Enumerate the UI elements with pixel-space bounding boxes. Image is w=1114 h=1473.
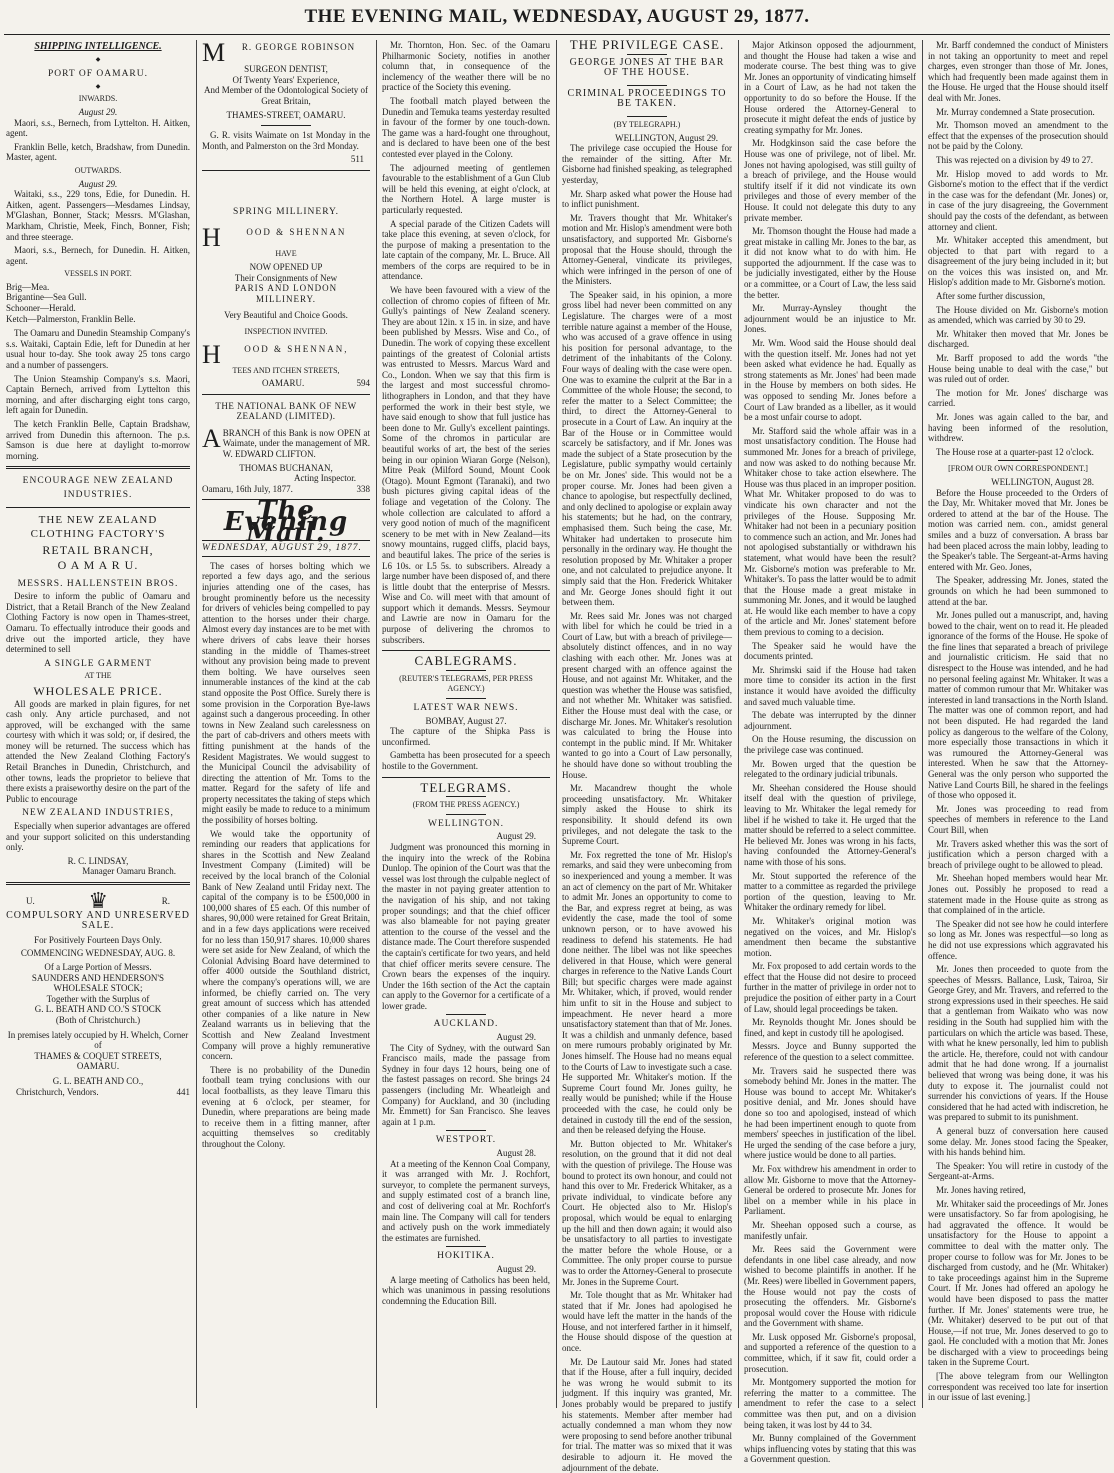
short-divider bbox=[446, 1246, 486, 1247]
outwards-heading: OUTWARDS. bbox=[74, 165, 122, 175]
by-telegraph: (BY TELEGRAPH.) bbox=[613, 119, 681, 129]
issue-date: WEDNESDAY, AUGUST 29, 1877. bbox=[202, 540, 370, 557]
news-paragraph: A special parade of the Citizen Cadets will take place this evening, at seven o'clock, for the purpose of making a presentation to the late captain of the company, Mr. L. Bruce. All members of the corps are required to be in attendance. bbox=[382, 218, 550, 282]
article-paragraph: Mr. Montgomery supported the motion for referring the matter to a committee. The amendment to refer the case to a select committee was then put, and on a division being taken, it was lost by 44 to 34. bbox=[744, 1377, 916, 1430]
masthead-rule bbox=[4, 34, 1110, 35]
gl-beath-stock: G. L. BEATH AND CO.'S STOCK bbox=[34, 1004, 162, 1015]
signature-name: R. C. LINDSAY, bbox=[67, 855, 129, 866]
shipping-entry: Waitaki, s.s., 229 tons, Edie, for Dunedin. H. Aitken, agent. Passengers—Mesdames Lindsay, M'Glashan, Bonner, Stack; Messrs. M'Glashan, Markham, Christie, Meek, Finch, Bonner, Fish; and three steerage. bbox=[6, 189, 190, 242]
press-agency-line: (FROM THE PRESS AGENCY.) bbox=[412, 800, 520, 810]
short-divider bbox=[261, 125, 311, 126]
article-paragraph: Mr. Stout supported the reference of the matter to a committee as regarded the privilege portion of the question, leaving to Mr. Whitaker the ordinary remedy for libel. bbox=[744, 870, 916, 913]
experience: Of Twenty Years' Experience, bbox=[232, 74, 340, 85]
inspection-invited: INSPECTION INVITED. bbox=[244, 326, 328, 336]
hallenstein-heading: MESSRS. HALLENSTEIN BROS. bbox=[17, 578, 179, 589]
cable-item: The capture of the Shipka Pass is unconfirmed. bbox=[382, 726, 550, 747]
ur-right: R. bbox=[161, 896, 170, 906]
news-paragraph: Mr. Thornton, Hon. Sec. of the Oamaru Philharmonic Society, notifies in another column that, in consequence of the inclemency of the weather there will be no practice of the Society this evening. bbox=[382, 40, 550, 93]
dateline: WELLINGTON, August 29. bbox=[615, 132, 718, 143]
cablegrams-heading: CABLEGRAMS. bbox=[414, 653, 518, 669]
short-divider bbox=[627, 54, 667, 55]
divider bbox=[202, 170, 370, 171]
hokitika-heading: HOKITIKA. bbox=[437, 1251, 495, 1262]
column-ads-editorial bbox=[202, 40, 370, 1408]
column-local-news bbox=[382, 40, 550, 1408]
article-paragraph: Mr. Bunny complained of the Government whips influencing votes by stating that this was a Government question. bbox=[744, 1433, 916, 1465]
article-paragraph: Mr. Travers said he suspected there was somebody behind Mr. Jones in the matter. The House was bound to accept Mr. Whitaker's positive denial, and Mr. Jones should have done so too and apologised, instead of which he had been impertinent enough to quote from members' speeches in justification of the libel. He urged the sending of the case before a jury, where justice would be done to all parties. bbox=[744, 1065, 916, 1161]
column-privilege-case bbox=[562, 37, 732, 1473]
shipping-note: The Oamaru and Dunedin Steamship Company's s.s. Waitaki, Captain Edie, left for Dunedin at her usual hour to-day. She took away 25 tons cargo and a number of passengers. bbox=[6, 328, 190, 371]
shipping-heading: SHIPPING INTELLIGENCE. bbox=[34, 41, 162, 52]
article-paragraph: Mr. Jones then proceeded to quote from the speeches of Messrs. Ballance, Lusk, Tairoa, Sir George Grey, and Mr. Travers, and referred to the strong expressions used in their speeches. He said that a gentleman from Waikato who was now residing in the South had supplied him with the particulars on which the article was based. These, with what he knew personally, led him to publish the article. He, therefore, could not with candour admit that he had done wrong. If a journalist believed that wrong was being done, it was his duty to expose it. The journalist could not surrender his convictions of years. If the House considered that he had acted with indiscretion, he was prepared to submit to its punishment. bbox=[928, 964, 1108, 1123]
divider bbox=[6, 466, 190, 469]
dateline: August 29. bbox=[496, 1032, 536, 1043]
bank-notice: BRANCH of this Bank is now OPEN at Waimate, under the management of MR. W. EDWARD CLIFTON. bbox=[222, 427, 370, 460]
acting-inspector: Acting Inspector. bbox=[294, 473, 356, 484]
article-paragraph: Mr. Whitaker's original motion was negatived on the voices, and Mr. Hislop's amendment then became the substantive motion. bbox=[744, 915, 916, 958]
article-paragraph: Mr. Shrimski said if the House had taken more time to consider its action in the first instance it would have avoided the difficulty and saved much valuable time. bbox=[744, 664, 916, 707]
short-divider bbox=[446, 670, 486, 671]
compulsory-sale: COMPULSORY AND UNRESERVED SALE. bbox=[6, 909, 190, 932]
visits-text: G. R. visits Waimate on 1st Monday in the Month, and Palmerston on the 3rd Monday. bbox=[202, 129, 370, 151]
article-paragraph: This was rejected on a division by 49 to 27. bbox=[936, 154, 1093, 165]
article-paragraph: Mr. Fox withdrew his amendment in order to allow Mr. Gisborne to move that the Attorney-General be ordered to prosecute Mr. Jones for libel on a member while in his place in Parliament. bbox=[744, 1163, 916, 1217]
article-paragraph: Before the House proceeded to the Orders of the Day, Mr. Whitaker moved that Mr. Jones be ordered to attend at the bar of the House. The motion was carried nem. con., amidst general smiles and a buzz of conversation. A brass bar had been placed across the main lobby, leading to the Speaker's table. The Sergeant-at-Arms having entered with Mr. Geo. Jones, bbox=[928, 487, 1108, 572]
buchanan: THOMAS BUCHANAN, bbox=[239, 462, 333, 473]
article-paragraph: Mr. Jones pulled out a manuscript, and, having bowed to the chair, went on to read it. He pleaded ignorance of the forms of the House. He spoke of the fine lines that separated a breach of privilege and journalistic criticism. He said that no disrespect to the House was intended, and he had no personal feeling against Mr. Whitaker. It was a matter of common rumour that Mr. Whitaker was interested in land transactions in the North Island. The matter was one of common report, and had not been disputed. He had regarded the land policy as dangerous to the welfare of the Colony, more especially those transactions in which it was rumoured the Attorney-General was interested. When he saw that the Attorney-General was the only person who supported the Native Land Courts Bill, he shared in the feelings of those who opposed it. bbox=[928, 610, 1108, 801]
shipping-entry: Maori, s.s., Bernech, from Lyttelton. H. Aitken, agent. bbox=[6, 117, 190, 139]
article-paragraph: Mr. Murray condemned a State prosecution. bbox=[936, 106, 1095, 117]
member-society: And Member of the Odontological Society of Great Britain, bbox=[204, 85, 368, 106]
hood-shennan: OOD & SHENNAN bbox=[246, 227, 347, 238]
article-paragraph: Major Atkinson opposed the adjournment, and thought the House had taken a wise and moderate course. The best thing was to give Mr. Jones an opportunity of vindicating himself in a Court of Law, as he had not taken the opportunity to do so before the House. If the House ordered the Attorney-General to prosecute it might defeat the ends of justice by creating sympathy for Mr. Jones. bbox=[744, 40, 916, 135]
thames-coquet: THAMES & COQUET STREETS, bbox=[34, 1050, 162, 1061]
ornament-icon: ◆ bbox=[95, 56, 101, 63]
article-paragraph: Mr. Fox regretted the tone of Mr. Hislop's remarks, and said they were unbecoming from so inexperienced and young a member. It was an act of clemency on the part of Mr. Whitaker to admit Mr. Jones an opportunity to come to the Bar, and express regret at being, as was evidently the case, made the tool of some unknown person, or to have avowed his readiness to defend his statements. He had done neither. The libel was not like speeches delivered in that House, which were general charges in reference to the Native Lands Court Bill; but specific charges were made against Mr. Whitaker, which, if proved, would render him unfit to sit in the House and subject to impeachment. He never heard a more unsatisfactory statement than that of Mr. Jones. It was a childish and unmanly defence, based on mere rumours probably originated by Mr. Jones himself. The House had no means equal to the Courts of Law to investigate such a case. He supported Mr. Whitaker's motion. If the Supreme Court found Mr. Jones guilty, he really would be punished; while if the House proceeded with the case, he could only be detained in custody till the end of the session, and then be released defying the House. bbox=[562, 849, 732, 1136]
article-paragraph: The Speaker said, in his opinion, a more gross libel had never been committed on any Legislature. The charges were of a most terrible nature against a member of the House, who was accused of a grave offence in using his position for personal advantage, to the detriment of the inhabitants of the Colony. Four ways of dealing with the case were open. One was to examine the culprit at the Bar in a Committee of the whole House; the second, to refer the matter to a Select Committee; the third, to direct the Attorney-General to prosecute in a Court of Law. An inquiry at the Bar of the House or in Committee would scarcely be satisfactory, and if Mr. Jones was made the subject of a State prosecution by the Legislature, public sympathy would certainly be on Mr. Jones' side. This would not be a proper course. Mr. Jones had been given a chance to apologise, but respectfully declined, and only declined to apologise or explain away his statements; but he had, on the contrary, emphasised them. Such being the case, Mr. Whitaker had undertaken to prosecute him personally in the ordinary way. He thought the resolution proposed by Mr. Whitaker a proper one, and not calculated to prejudice anyone. It simply said that the Hon. Frederick Whitaker and Mr. George Jones should fight it out between them. bbox=[562, 289, 732, 608]
commencing: COMMENCING WEDNESDAY, AUG. 8. bbox=[20, 948, 176, 959]
divider bbox=[382, 777, 550, 778]
ur-left: U. bbox=[26, 896, 35, 906]
article-paragraph: Mr. Lusk opposed Mr. Gisborne's proposal, and supported a reference of the question to a committee, which, if it saw fit, could order a prosecution. bbox=[744, 1331, 916, 1374]
millinery: MILLINERY. bbox=[255, 293, 317, 304]
article-paragraph: The motion for Mr. Jones' discharge was carried. bbox=[928, 387, 1108, 409]
vessel-line: Brig—Mea. bbox=[6, 281, 50, 292]
ad-text: All goods are marked in plain figures, for net cash only. Any article purchased, and not approved, will be exchanged with the same courtesy with which it was sold; or, if desired, the money will be returned. The success which has attended the New Zealand Clothing Factory's Retail Branches in Dunedin, Christchurch, and other towns, leads the proprietor to believe that there exists a praiseworthy desire on the part of the Public to encourage bbox=[6, 698, 190, 804]
article-paragraph: Mr. Barff proposed to add the words "the House being unable to deal with the case," but was ruled out of order. bbox=[928, 353, 1108, 385]
single-garment: A SINGLE GARMENT bbox=[44, 658, 152, 669]
column-rule bbox=[196, 40, 197, 1408]
news-paragraph: We have been favoured with a view of the collection of chromo copies of fifteen of Mr. Gully's paintings of New Zealand scenery. They are about 12in. x 15 in. in size, and have been published by Messrs. Wise and Co., of Dunedin. The work of copying these excellent paintings of the greatest of Colonial artists was entrusted to Messrs. Marcus Ward and Co., London. When we say that this firm is the largest and most successful chromo-lithographers in London, and that they have performed the work in their best style, we have said enough to show that full justice has been done to Mr. Gully's excellent paintings. Some of the chromos in particular are beautiful works of art, the best of the series being in our opinion Wiaran Gorge (Nelson), Mitre Peak (Milford Sound, Mount Cook (Otago). Mount Egmont (Taranaki), and two bush pictures giving capital ideas of the foliage and vegetation of the Colony. The whole collection are calculated to afford a very good notion of much of the magnificent scenery to be met with in New Zealand—its snowy mountains, rugged cliffs, placid bays, and beautiful lakes. The price of the series is L6 10s. or L5 5s. to subscribers. Already a large number have been disposed of, and there is little doubt that the enterprise of Messrs. Wise and Co. will meet with that amount of support which it demands. Messrs. Seymour and Lawrie are now in Oamaru for the purpose of delivering the chromos to subscribers. bbox=[382, 285, 550, 645]
surgeon-dentist: SURGEON DENTIST, bbox=[244, 64, 328, 74]
of-christchurch: (Both of Christchurch.) bbox=[55, 1014, 141, 1025]
ad-number: 594 bbox=[356, 378, 370, 389]
shipping-note: The ketch Franklin Belle, Captain Bradshaw, arrived from Dunedin this afternoon. The p.s. Samson is due here at daylight to-morrow morning. bbox=[6, 419, 190, 461]
robinson-name: R. GEORGE ROBINSON bbox=[241, 42, 356, 52]
dropcap: A bbox=[202, 423, 221, 453]
clothing-factory-heading: THE NEW ZEALAND CLOTHING FACTORY'S bbox=[30, 514, 166, 541]
dateline: August 29. bbox=[496, 1263, 536, 1274]
article-paragraph: Mr. Fox proposed to add certain words to the effect that the House did not desire to proceed further in the matter of privilege in order not to prejudice the position of either party in a Court of Law, should legal proceedings be taken. bbox=[744, 961, 916, 1014]
telegram-item: A large meeting of Catholics has been held, which was unanimous in passing resolutions condemning the Education Bill. bbox=[382, 1274, 550, 1306]
at-the: AT THE bbox=[84, 671, 112, 681]
have: HAVE bbox=[275, 249, 297, 259]
shipping-entry: Maori, s.s., Bernech, for Dunedin. H. Aitken, agent. bbox=[6, 245, 190, 266]
article-paragraph: After some further discussion, bbox=[936, 291, 1045, 302]
column-privilege-end bbox=[928, 40, 1108, 1408]
article-paragraph: The privilege case occupied the House for the remainder of the sitting. After Mr. Gisborne had finished speaking, as telegraphed yesterday, bbox=[562, 143, 732, 185]
telegram-item: The City of Sydney, with the outward San Francisco mails, made the passage from Sydney in four days 12 hours, being one of the fastest passages on record. She brings 24 passengers (including Mr. Wheatleigh and Company) for Auckland, and 30 (including Mr. Emmett) for San Francisco. She leaves again at 1 p.m. bbox=[382, 1042, 550, 1127]
article-paragraph: The House rose at a quarter-past 12 o'clock. bbox=[936, 446, 1094, 457]
column-rule bbox=[556, 40, 557, 1408]
short-divider bbox=[446, 1014, 486, 1015]
large-portion: Of a Large Portion of Messrs. bbox=[44, 961, 152, 972]
royal-crest-icon: ♛ bbox=[88, 888, 109, 913]
wholesale-stock: WHOLESALE STOCK; bbox=[53, 983, 143, 994]
article-paragraph: The Speaker did not see how he could interfere so long as Mr. Jones was respectful—so long as he did not use expressions which aggravated his offence. bbox=[928, 918, 1108, 961]
short-divider bbox=[998, 460, 1038, 461]
article-paragraph: Mr. Hodgkinson said the case before the House was one of privilege, not of libel. Mr. Jones not having apologised, was still guilty of a breach of privilege, and the House would stultify itself if it did not vindicate its own privileges and those of every member of the House. It could not delegate this duty to any private member. bbox=[744, 138, 916, 223]
article-paragraph: Mr. Whitaker said the proceedings of Mr. Jones were unsatisfactory. So far from apologising, he had aggravated the offence. It would be unsatisfactory for the House to appoint a committee to deal with the matter only. The proper course to follow was for Mr. Jones to be discharged from custody, and he (Mr. Whitaker) to take proceedings against him in the Supreme Court. If Mr. Jones had offered an apology he would have been disposed to pass the matter further. If Mr. Jones' statements were true, he (Mr. Whitaker) deserved to be put out of that House,—if not true, Mr. Jones deserved to go to gaol. He concluded with a motion that Mr. Jones be discharged with a view to proceedings being taken in the Supreme Court. bbox=[928, 1198, 1108, 1368]
article-paragraph: Mr. Murray-Aynsley thought the adjournment would be an injustice to Mr. Jones. bbox=[744, 303, 916, 335]
article-paragraph: The Speaker said he would have the documents printed. bbox=[744, 640, 916, 662]
shipping-entry: Franklin Belle, ketch, Bradshaw, from Dunedin. Master, agent. bbox=[6, 141, 190, 163]
dropcap: H bbox=[202, 223, 221, 253]
article-paragraph: Mr. Jones having retired, bbox=[936, 1184, 1026, 1195]
article-paragraph: Mr. Rees said the Government were defendants in one libel case already, and now wished to become plaintiffs in another. If he (Mr. Rees) were libelled in Government papers, the House would not pay the costs of prosecuting the offenders. Mr. Gisborne's proposal would cover the House with ridicule and the Government with shame. bbox=[744, 1244, 916, 1329]
ornament-icon: ◆ bbox=[95, 83, 101, 90]
nz-industries: NEW ZEALAND INDUSTRIES, bbox=[22, 808, 174, 819]
short-divider bbox=[627, 85, 667, 86]
evening-mail-masthead: The Evening Mail. bbox=[223, 496, 349, 548]
oamaru-heading: O A M A R U. bbox=[57, 557, 139, 572]
article-paragraph: Mr. Whitaker then moved that Mr. Jones be discharged. bbox=[928, 328, 1108, 350]
bank-footer bbox=[202, 484, 370, 495]
vessel-line: Schooner—Herald. bbox=[6, 303, 76, 314]
westport-heading: WESTPORT. bbox=[435, 1135, 497, 1146]
outwards-date: August 29. bbox=[78, 178, 118, 189]
hood-shennan: OOD & SHENNAN, bbox=[244, 343, 349, 354]
saunders: SAUNDERS AND HENDERSON'S bbox=[31, 972, 165, 983]
article-paragraph: Mr. Macandrew thought the whole proceeding unsatisfactory. Mr. Whitaker simply asked the House to shirk its responsibility. It should defend its own privileges, and not delegate the task to the Supreme Court. bbox=[562, 783, 732, 847]
tees-itchen: TEES AND ITCHEN STREETS, bbox=[232, 365, 340, 375]
national-bank: THE NATIONAL BANK OF NEW ZEALAND (LIMITED). bbox=[215, 400, 357, 422]
short-divider bbox=[627, 116, 667, 117]
editorial-paragraph: There is no probability of the Dunedin football team trying conclusions with our local footballists, as they leave Timaru this evening at 6 o'clock, per steamer, for Dunedin, where preparations are being made to receive them in a fitting manner, after acquitting themselves so creditably throughout the Colony. bbox=[202, 1064, 370, 1149]
article-paragraph: Mr. Thomson thought the House had made a great mistake in calling Mr. Jones to the bar, as it did not know what to do with him. He supported the adjournment. If the case was to be judicially investigated, either by the House or a committee, or a Court of Law, the less said the better. bbox=[744, 226, 916, 300]
article-paragraph: Mr. Stafford said the whole affair was in a most unsatisfactory condition. The House had summoned Mr. Jones for a breach of privilege, and now was asked to do nothing because Mr. Whitaker chose to take action elsewhere. The House was thus placed in an improper position. What Mr. Whitaker proposed to do was to vindicate his own character and not the privileges of the House. Supposing Mr. Whitaker had not been in a pecuniary position to commence such an action, and Mr. Jones had not apologised substantially or withdrawn his statement, what would have been the result? Mr. Gisborne's motion was preferable to Mr. Whitaker's. To pass the latter would be to admit that the House made a great mistake in summoning Mr. Jones, and it would be laughed at. He would like each member to have a copy of the article and Mr. Jones' statement before them previous to coming to a decision. bbox=[744, 425, 916, 638]
column-shipping-ads bbox=[6, 40, 190, 1408]
ad-number: 338 bbox=[356, 483, 370, 494]
wholesale-price: WHOLESALE PRICE. bbox=[33, 683, 163, 698]
bombay-date: BOMBAY, August 27. bbox=[425, 715, 507, 726]
dateline: August 29. bbox=[496, 831, 536, 842]
article-paragraph: Messrs. Joyce and Bunny supported the reference of the question to a select committee. bbox=[744, 1041, 916, 1063]
gl-beath-co: G. L. BEATH AND CO., bbox=[52, 1075, 144, 1086]
article-paragraph: Mr. Travers asked whether this was the sort of justification which a person charged with a breach of privilege ought to be allowed to plead. bbox=[928, 838, 1108, 870]
article-paragraph: The Speaker: You will retire in custody of the Sergeant-at-Arms. bbox=[928, 1160, 1108, 1182]
column-rule bbox=[738, 40, 739, 1408]
article-paragraph: Mr. Bowen urged that the question be relegated to the ordinary judicial tribunals. bbox=[744, 758, 916, 780]
column-rule bbox=[922, 40, 923, 1408]
shipping-note: The Union Steamship Company's s.s. Maori, Captain Bernech, arrived from Lyttelton this morning, and after discharging eight tons cargo, left again for Dunedin. bbox=[6, 373, 190, 416]
oamaru-line: OAMARU. bbox=[76, 1061, 120, 1072]
article-paragraph: Mr. Jones was proceeding to read from speeches of members in reference to the Land Court Bill, when bbox=[928, 803, 1108, 835]
thames-street: THAMES-STREET, OAMARU. bbox=[226, 110, 346, 121]
news-paragraph: The football match played between the Dunedin and Temuka teams yesterday resulted in favour of the former by one touch-down. The game was a hard-fought one throughout, and is declared to have been one of the best contested ever played in the Colony. bbox=[382, 95, 550, 159]
article-paragraph: Mr. Button objected to Mr. Whitaker's resolution, on the ground that it did not deal with the question of privilege. The House was bound to protect its own honour, and could not hand this over to Mr. Frederick Whitaker, as a private individual, to vindicate before any Court. He objected also to Mr. Hislop's proposal, which would be equal to enlarging up the hill and then down again; it would also be unsatisfactory to all parties to investigate the matter before the whole House, or a Committee. The only proper course to pursue was to order the Attorney-General to prosecute Mr. Jones in the Supreme Court. bbox=[562, 1138, 732, 1287]
encourage-heading: ENCOURAGE NEW ZEALAND INDUSTRIES. bbox=[22, 476, 174, 501]
article-paragraph: The House divided on Mr. Gisborne's motion as amended, which was carried by 30 to 29. bbox=[928, 304, 1108, 326]
article-paragraph: Mr. Rees said Mr. Jones was not charged with libel for which he could be tried in a Court of Law, but with a breach of privilege—absolutely distinct offences, and in no way clashing with each other. Mr. Jones was at present charged with an offence against the House, and not against Mr. Whitaker, and the question was whether the House was satisfied, and not whether Mr. Whitaker was satisfied. Either the House must deal with the case, or discharge Mr. Jones. Mr. Whitaker's resolution was calculated to bring the House into contempt in the public mind. If Mr. Whitaker wanted to go into a Court of Law personally, he should have done so without troubling the House. bbox=[562, 610, 732, 780]
spring-millinery: SPRING MILLINERY. bbox=[232, 206, 340, 217]
telegram-item: Judgment was pronounced this morning in the inquiry into the wreck of the Robina Dunlop. The opinion of the Court was that the vessel was lost through the culpable neglect of the master in not paying greater attention to the navigation of his ship, and not taking proper soundings; and that the chief officer was also blameable for not paying greater attention to the course of the vessel and the distance made. The Court therefore suspended the captain's certificate for two years, and held that chief officer merits severe censure. The Crown bears the expenses of the inquiry. Under the 16th section of the Act the captain can apply to the Governor for a certificate of a lower grade. bbox=[382, 841, 550, 1011]
telegrams-heading: TELEGRAMS. bbox=[420, 779, 512, 795]
article-paragraph: Mr. Tole thought that as Mr. Whitaker had stated that if Mr. Jones had apologised he would have left the matter in the hands of the House, and not interfered farther in it himself, the House should dispose of the question at once. bbox=[562, 1290, 732, 1354]
vessels-heading: VESSELS IN PORT. bbox=[64, 269, 132, 279]
article-paragraph: Mr. Wm. Wood said the House should deal with the question itself. Mr. Jones had not yet been asked what evidence he had. Equally as strong statements as Mr. Jones' had been made in the House by members on both sides. He was opposed to sending Mr. Jones before a Court of Law branded as a libeller, as it would be a most unfair course to adopt. bbox=[744, 338, 916, 423]
oamaru-text: OAMARU. bbox=[262, 378, 305, 389]
short-divider bbox=[446, 796, 486, 797]
consignments: Their Consignments of New bbox=[234, 272, 338, 283]
vendors-row bbox=[6, 1087, 190, 1098]
column-privilege-cont bbox=[744, 40, 916, 1465]
choice-goods: Very Beautiful and Choice Goods. bbox=[224, 310, 348, 321]
auckland-heading: AUCKLAND. bbox=[433, 1019, 499, 1030]
premises: In premises lately occupied by H. Whelch, Corner of bbox=[7, 1029, 189, 1051]
vessel-line: Brigantine—Sea Gull. bbox=[6, 292, 87, 303]
editorial-paragraph: We would take the opportunity of reminding our readers that applications for shares in the Scottish and New Zealand Investment Company (Limited) will be received by the local branch of the Colonial Bank of New Zealand until Friday next. The capital of the company is to be £500,000 in 100,000 shares of £5 each. Of this number of shares, 90,000 were retained for Great Britain, and in a few days applications were received for no less than 150,917 shares. 10,000 shares were set aside for New Zealand, of which the Colonial Advising Board have determined to offer 4000 outside the Southland district, where the company's operations will, we are informed, be chiefly carried on. The very great amount of success which has attended other companies of a like nature in New Zealand warrants us in believing that the Scottish and New Zealand Investment Company will prove a highly remunerative concern. bbox=[202, 828, 370, 1062]
ad-number: 441 bbox=[176, 1086, 190, 1097]
column-rule bbox=[376, 40, 377, 1408]
reuter-line: (REUTER'S TELEGRAMS, PER PRESS AGENCY.) bbox=[399, 673, 533, 694]
dateline: WELLINGTON, August 28. bbox=[991, 476, 1094, 487]
editorial-paragraph: The cases of horses bolting which we reported a few days ago, and the serious injuries attending one of the cases, has brought prominently before us the necessity for drivers of vehicles being compelled to pay attention to the horses under their charge. Almost every day instances are to be met with where drivers of cabs leave their horses standing in the middle of Thames-street without any provision being made to prevent them bolting. We have ourselves seen innumerable instances of the kind at the cab stand opposite the Post Office. Surely there is some provision in the Corporation Bye-laws against such a dangerous proceeding. In other towns in New Zealand such carelessness on the part of cab-drivers and others meets with fitting punishment at the hands of the Resident Magistrates. We would suggest to the Municipal Council the advisability of directing the attention of Mr. Toms to the matter. Regard for the safety of life and property necessitates the taking of steps which might easily be made to reduce to a minimum the possibility of horses bolting. bbox=[202, 560, 370, 826]
article-paragraph: Mr. De Lautour said Mr. Jones had stated that if the House, after a full inquiry, decided he was wrong he would submit to its judgment. If this inquiry was granted, Mr. Jones probably would be prepared to justify his statements. Member after member had actually condemned a man whom they now were proposing to send before another tribunal for trial. The matter was so mixed that it was desirable to adjourn it. He moved the adjournment of the debate. bbox=[562, 1356, 732, 1473]
article-paragraph: A general buzz of conversation here caused some delay. Mr. Jones stood facing the Speaker, with his hands behind him. bbox=[928, 1126, 1108, 1158]
bank-date: Oamaru, 16th July, 1877. bbox=[202, 483, 293, 494]
news-paragraph: The adjourned meeting of gentlemen favourable to the establishment of a Gun Club will be held this evening, at eight o'clock, at the Northern Hotel. A large muster is particularly requested. bbox=[382, 162, 550, 215]
article-paragraph: Mr. Sheehan hoped members would hear Mr. Jones out. Possibly he proposed to read a statement made in the House quite as strong as that complained of in the article. bbox=[928, 873, 1108, 916]
telegram-item: At a meeting of the Kennon Coal Company, it was arranged with Mr. J. Rochfort, surveyor, to complete the permanent surveys, and supply estimated cost of a branch line, and cost of delivering coal at Mr. Rochfort's main line. The Company will call for tenders and actively push on the work immediately the estimates are furnished. bbox=[382, 1158, 550, 1243]
article-paragraph: Mr. Jones was again called to the bar, and having been informed of the resolution, withdrew. bbox=[928, 412, 1108, 444]
ur-crest-row bbox=[6, 888, 190, 913]
dateline: August 28. bbox=[496, 1148, 536, 1158]
vessel-line: Ketch—Palmerston, Franklin Belle. bbox=[6, 313, 136, 324]
divider bbox=[6, 882, 190, 885]
article-paragraph: The debate was interrupted by the dinner adjournment. bbox=[744, 710, 916, 731]
divider bbox=[382, 650, 550, 651]
short-divider bbox=[446, 814, 486, 815]
ad-text: Especially when superior advantages are offered and your support solicited on this understanding only. bbox=[6, 821, 190, 853]
wellington-heading: WELLINGTON. bbox=[428, 818, 504, 829]
divider bbox=[202, 394, 370, 395]
short-divider bbox=[446, 1130, 486, 1131]
ad-number: 511 bbox=[350, 154, 364, 165]
short-divider bbox=[446, 698, 486, 699]
article-paragraph: Mr. Sharp asked what power the House had to inflict punishment. bbox=[562, 188, 732, 210]
hood-footer bbox=[202, 378, 370, 389]
vendors: Christchurch, Vendors. bbox=[16, 1086, 99, 1097]
fourteen-days: For Positively Fourteen Days Only. bbox=[34, 934, 162, 945]
war-news-heading: LATEST WAR NEWS. bbox=[413, 703, 519, 714]
article-paragraph: The Speaker, addressing Mr. Jones, stated the grounds on which he had been summoned to attend at the bar. bbox=[928, 575, 1108, 607]
privilege-subheading: CRIMINAL PROCEEDINGS TO BE TAKEN. bbox=[567, 87, 727, 110]
inwards-date: August 29. bbox=[78, 106, 118, 117]
own-correspondent: [FROM OUR OWN CORRESPONDENT.] bbox=[948, 464, 1088, 474]
article-paragraph: On the House resuming, the discussion on the privilege case was continued. bbox=[744, 734, 916, 755]
cable-item: Gambetta has been prosecuted for a speech hostile to the Government. bbox=[382, 750, 550, 771]
privilege-case-heading: THE PRIVILEGE CASE. bbox=[569, 37, 725, 52]
dropcap: M bbox=[202, 38, 226, 67]
article-paragraph: Mr. Barff condemned the conduct of Ministers in not taking an opportunity to meet and repel charges, even stronger than those of Mr. Jones, which had frequently been made against them in the House. He urged that the House should itself deal with Mr. Jones. bbox=[928, 40, 1108, 103]
signature-title: Manager Oamaru Branch. bbox=[82, 866, 176, 877]
article-paragraph: Mr. Thomson moved an amendment to the effect that the expenses of the prosecution should not be paid by the Colony. bbox=[928, 120, 1108, 152]
dropcap: H bbox=[202, 339, 221, 369]
article-paragraph: Mr. Sheehan opposed such a course, as manifestly unfair. bbox=[744, 1219, 916, 1241]
inwards-heading: INWARDS. bbox=[78, 94, 118, 104]
article-paragraph: Mr. Sheehan considered the House should itself deal with the question of privilege, leaving to Mr. Whitaker the legal remedy for libel if he wished to take it. He urged that the matter should be referred to a select committee. He believed Mr. Jones was wrong in his facts, having confounded the Attorney-General's name with those of his sons. bbox=[744, 782, 916, 867]
article-paragraph: Mr. Hislop moved to add words to Mr. Gisborne's motion to the effect that if the verdict in the case was for the defendant (Mr. Jones) or, in case of the jury disagreeing, the Government should pay the costs of the defendant, as between attorney and client. bbox=[928, 168, 1108, 232]
now-opened: NOW OPENED UP bbox=[249, 261, 323, 272]
port-heading: PORT OF OAMARU. bbox=[47, 69, 149, 80]
article-paragraph: Mr. Reynolds thought Mr. Jones should be fined, and kept in custody till he apologised. bbox=[744, 1017, 916, 1038]
ad-text: Desire to inform the public of Oamaru and District, that a Retail Branch of the New Zealand Clothing Factory is now open in Thames-street, Oamaru. To effectually introduce their goods and drive out the imported article, they have determined to sell bbox=[6, 591, 190, 655]
page-masthead: THE EVENING MAIL, WEDNESDAY, AUGUST 29, 1877. bbox=[304, 6, 810, 27]
retail-branch-heading: RETAIL BRANCH, bbox=[42, 543, 154, 558]
divider bbox=[6, 507, 190, 508]
article-paragraph: Mr. Whitaker accepted this amendment, but objected to that part with regard to a disagreement of the jury being included in it; but on the voices this was insisted on, and Mr. Hislop's addition made to Mr. Gisborne's motion. bbox=[928, 235, 1108, 288]
privilege-subheading: GEORGE JONES AT THE BAR OF THE HOUSE. bbox=[569, 56, 725, 79]
paris-london: PARIS AND LONDON bbox=[234, 283, 338, 294]
together-with: Together with the Surplus of bbox=[46, 993, 150, 1004]
article-paragraph: [The above telegram from our Wellington correspondent was received too late for insertion in our issue of last evening.] bbox=[928, 1371, 1108, 1403]
article-paragraph: Mr. Travers thought that Mr. Whitaker's motion and Mr. Hislop's amendment were both unsatisfactory, and supported Mr. Gisborne's proposal that the House should, through the Attorney-General, vindicate its privileges, which were infringed in the person of one of the Ministers. bbox=[562, 212, 732, 287]
